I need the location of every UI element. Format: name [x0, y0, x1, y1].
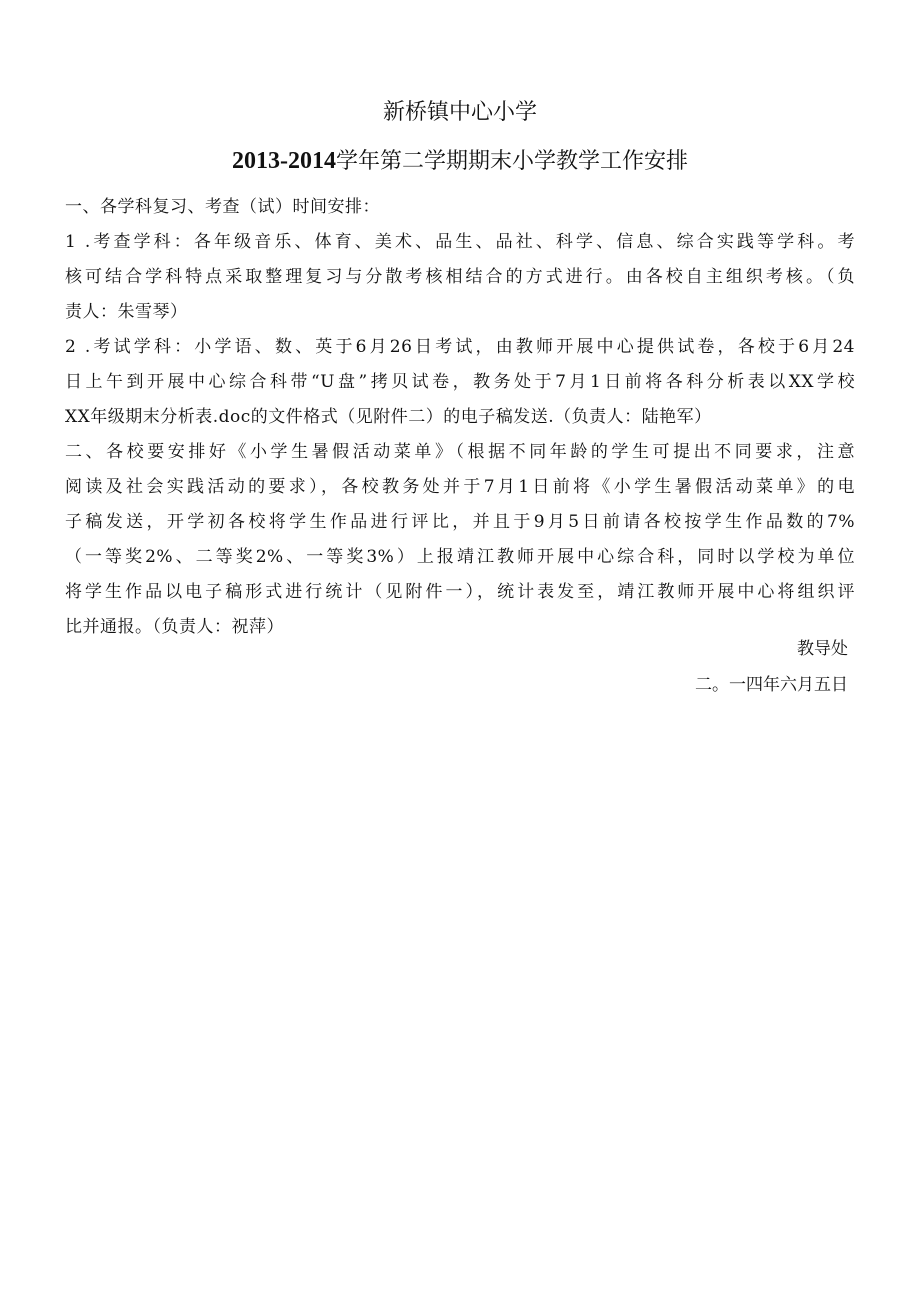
item-2-line-3: XX年级期末分析表.doc的文件格式（见附件二）的电子稿发送.（负责人：陆艳军）	[65, 407, 712, 427]
section-2-line-4: （一等奖2%、二等奖2%、一等奖3%）上报靖江教师开展中心综合科，同时以学校为单位	[65, 547, 855, 567]
section-2-line-2: 阅读及社会实践活动的要求），各校教务处并于7月1日前将《小学生暑假活动菜单》的电	[65, 477, 855, 497]
section-2-line-1: 二、各校要安排好《小学生暑假活动菜单》（根据不同年龄的学生可提出不同要求，注意	[65, 442, 855, 462]
section-2-line-5: 将学生作品以电子稿形式进行统计（见附件一），统计表发至，靖江教师开展中心将组织评	[65, 582, 855, 602]
document-body	[65, 190, 855, 645]
plan-year: 2013-2014	[231, 148, 336, 174]
school-title: 新桥镇中心小学	[382, 100, 537, 125]
signature-department: 教导处	[797, 639, 848, 659]
section-2-line-6: 比并通报。（负责人：祝萍）	[65, 617, 284, 637]
signature-date: 二。一四年六月五日	[695, 675, 848, 695]
item-1-line-2: 核可结合学科特点采取整理复习与分散考核相结合的方式进行。由各校自主组织考核。（负	[65, 267, 855, 287]
item-2-line-2: 日上午到开展中心综合科带“U盘”拷贝试卷，教务处于7月1日前将各科分析表以XX学校	[65, 372, 855, 392]
plan-title-text: 学年第二学期期末小学教学工作安排	[335, 149, 688, 174]
section-1-heading: 一、各学科复习、考查（试）时间安排：	[65, 197, 380, 217]
item-2-line-1: 2 .考试学科：小学语、数、英于6月26日考试，由教师开展中心提供试卷，各校于6月24	[65, 337, 855, 357]
item-1-line-3: 责人：朱雪琴）	[65, 302, 188, 322]
item-1-line-1: 1 .考查学科：各年级音乐、体育、美术、品生、品社、科学、信息、综合实践等学科。考	[65, 232, 855, 252]
section-2-line-3: 子稿发送，开学初各校将学生作品进行评比，并且于9月5日前请各校按学生作品数的7%	[65, 512, 855, 532]
plan-title	[0, 146, 920, 177]
